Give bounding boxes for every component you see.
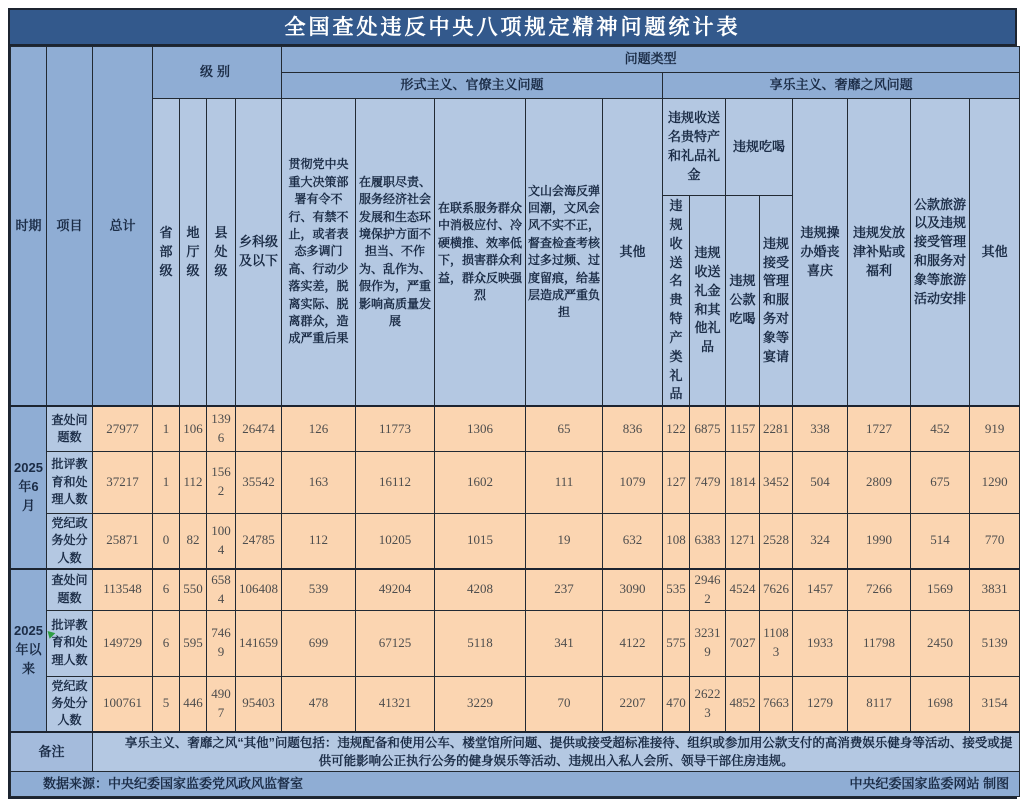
header-gifts-group: 违规收送名贵特产和礼品礼金 (663, 99, 726, 196)
value-cell: 699 (282, 610, 356, 676)
value-cell: 3452 (760, 451, 793, 513)
value-cell: 1562 (207, 451, 236, 513)
value-cell: 4208 (435, 569, 526, 610)
value-cell: 535 (663, 569, 690, 610)
value-cell: 4122 (603, 610, 663, 676)
value-cell: 4524 (726, 569, 760, 610)
value-cell: 324 (793, 513, 848, 569)
value-cell: 1990 (848, 513, 911, 569)
value-cell: 1814 (726, 451, 760, 513)
item-label: 批评教育和处理人数 (47, 610, 93, 676)
value-cell: 11773 (356, 406, 435, 451)
header-formalism-group: 形式主义、官僚主义问题 (282, 73, 663, 99)
value-cell: 1157 (726, 406, 760, 451)
statistics-sheet (8, 8, 1017, 799)
value-cell: 67125 (356, 610, 435, 676)
value-cell: 446 (180, 676, 207, 732)
header-wedding: 违规操办婚丧喜庆 (793, 99, 848, 407)
header-formalism-col-3: 在联系服务群众中消极应付、冷硬横推、效率低下，损害群众利益，群众反映强烈 (435, 99, 526, 407)
header-formalism-col-1: 贯彻党中央重大决策部署有令不行、有禁不止，或者表态多调门高、行动少落实差，脱离实际、脱离群众，造成严重后果 (282, 99, 356, 407)
value-cell: 26223 (690, 676, 726, 732)
value-cell: 126 (282, 406, 356, 451)
value-cell: 113548 (93, 569, 153, 610)
header-level-group: 级别 (153, 47, 282, 99)
value-cell: 7663 (760, 676, 793, 732)
remark-label: 备注 (11, 732, 93, 772)
value-cell: 4852 (726, 676, 760, 732)
value-cell: 5118 (435, 610, 526, 676)
value-cell: 1933 (793, 610, 848, 676)
value-cell: 1698 (911, 676, 970, 732)
value-cell: 112 (282, 513, 356, 569)
value-cell: 6 (153, 569, 180, 610)
value-cell: 1727 (848, 406, 911, 451)
value-cell: 7469 (207, 610, 236, 676)
header-gifts-col-2: 违规收送礼金和其他礼品 (690, 196, 726, 407)
value-cell: 1 (153, 406, 180, 451)
value-cell: 1004 (207, 513, 236, 569)
value-cell: 1 (153, 451, 180, 513)
value-cell: 6 (153, 610, 180, 676)
value-cell: 2809 (848, 451, 911, 513)
value-cell: 1306 (435, 406, 526, 451)
value-cell: 108 (663, 513, 690, 569)
value-cell: 2281 (760, 406, 793, 451)
page-title: 全国查处违反中央八项规定精神问题统计表 (10, 10, 1015, 46)
value-cell: 127 (663, 451, 690, 513)
value-cell: 141659 (236, 610, 282, 676)
value-cell: 111 (526, 451, 603, 513)
value-cell: 27977 (93, 406, 153, 451)
value-cell: 1271 (726, 513, 760, 569)
value-cell: 575 (663, 610, 690, 676)
header-level-prefecture: 地厅级 (180, 99, 207, 407)
value-cell: 35542 (236, 451, 282, 513)
value-cell: 70 (526, 676, 603, 732)
value-cell: 19 (526, 513, 603, 569)
value-cell: 29462 (690, 569, 726, 610)
value-cell: 836 (603, 406, 663, 451)
value-cell: 7626 (760, 569, 793, 610)
item-label: 查处问题数 (47, 569, 93, 610)
value-cell: 550 (180, 569, 207, 610)
value-cell: 5139 (970, 610, 1020, 676)
value-cell: 7266 (848, 569, 911, 610)
data-source-label: 数据来源：中央纪委国家监委党风政风监督室 (43, 775, 304, 791)
value-cell: 338 (793, 406, 848, 451)
value-cell: 3090 (603, 569, 663, 610)
value-cell: 1457 (793, 569, 848, 610)
value-cell: 632 (603, 513, 663, 569)
header-level-county: 县处级 (207, 99, 236, 407)
value-cell: 4907 (207, 676, 236, 732)
value-cell: 11798 (848, 610, 911, 676)
value-cell: 65 (526, 406, 603, 451)
value-cell: 1079 (603, 451, 663, 513)
header-dining-group: 违规吃喝 (726, 99, 793, 196)
period-label: 2025年6月 (11, 406, 47, 569)
value-cell: 82 (180, 513, 207, 569)
header-dining-col-2: 违规接受管理和服务对象等宴请 (760, 196, 793, 407)
item-label: 批评教育和处理人数 (47, 451, 93, 513)
header-allowance: 违规发放津补贴或福利 (848, 99, 911, 407)
value-cell: 514 (911, 513, 970, 569)
header-dining-col-1: 违规公款吃喝 (726, 196, 760, 407)
value-cell: 106408 (236, 569, 282, 610)
header-period: 时期 (11, 47, 47, 407)
item-label: 党纪政务处分人数 (47, 676, 93, 732)
header-level-province: 省部级 (153, 99, 180, 407)
value-cell: 2450 (911, 610, 970, 676)
header-total: 总计 (93, 47, 153, 407)
value-cell: 6383 (690, 513, 726, 569)
header-travel: 公款旅游以及违规接受管理和服务对象等旅游活动安排 (911, 99, 970, 407)
value-cell: 919 (970, 406, 1020, 451)
item-label: 查处问题数 (47, 406, 93, 451)
value-cell: 5 (153, 676, 180, 732)
header-hedonism-other: 其他 (970, 99, 1020, 407)
header-formalism-other: 其他 (603, 99, 663, 407)
value-cell: 478 (282, 676, 356, 732)
value-cell: 24785 (236, 513, 282, 569)
value-cell: 49204 (356, 569, 435, 610)
statistics-table (10, 46, 1020, 797)
value-cell: 122 (663, 406, 690, 451)
value-cell: 3154 (970, 676, 1020, 732)
value-cell: 100761 (93, 676, 153, 732)
value-cell: 1290 (970, 451, 1020, 513)
value-cell: 1015 (435, 513, 526, 569)
value-cell: 3831 (970, 569, 1020, 610)
credit-label: 中央纪委国家监委网站 制图 (849, 775, 1010, 791)
value-cell: 470 (663, 676, 690, 732)
header-level-township: 乡科级及以下 (236, 99, 282, 407)
value-cell: 2207 (603, 676, 663, 732)
value-cell: 6875 (690, 406, 726, 451)
header-problem-group: 问题类型 (282, 47, 1020, 73)
value-cell: 7027 (726, 610, 760, 676)
value-cell: 95403 (236, 676, 282, 732)
footer-bar (11, 772, 1020, 797)
value-cell: 16112 (356, 451, 435, 513)
header-gifts-col-1: 违规收送名贵特产类礼品 (663, 196, 690, 407)
header-formalism-col-4: 文山会海反弹回潮，文风会风不实不正，督查检查考核过多过频、过度留痕，给基层造成严重负担 (526, 99, 603, 407)
item-label: 党纪政务处分人数 (47, 513, 93, 569)
value-cell: 237 (526, 569, 603, 610)
value-cell: 149729 (93, 610, 153, 676)
value-cell: 37217 (93, 451, 153, 513)
value-cell: 32319 (690, 610, 726, 676)
value-cell: 11083 (760, 610, 793, 676)
remark-text: 享乐主义、奢靡之风“其他”问题包括：违规配备和使用公车、楼堂馆所问题、提供或接受超标准接待、组织或参加用公款支付的高消费娱乐健身等活动、接受或提供可能影响公正执行公务的健身娱乐等活动、违规出入私人会所、领导干部住房违规。 (93, 732, 1020, 772)
value-cell: 675 (911, 451, 970, 513)
value-cell: 3229 (435, 676, 526, 732)
value-cell: 7479 (690, 451, 726, 513)
value-cell: 0 (153, 513, 180, 569)
value-cell: 595 (180, 610, 207, 676)
value-cell: 1602 (435, 451, 526, 513)
header-item: 项目 (47, 47, 93, 407)
value-cell: 1569 (911, 569, 970, 610)
value-cell: 112 (180, 451, 207, 513)
value-cell: 1396 (207, 406, 236, 451)
value-cell: 539 (282, 569, 356, 610)
value-cell: 41321 (356, 676, 435, 732)
value-cell: 452 (911, 406, 970, 451)
value-cell: 341 (526, 610, 603, 676)
header-hedonism-group: 享乐主义、奢靡之风问题 (663, 73, 1020, 99)
header-formalism-col-2: 在履职尽责、服务经济社会发展和生态环境保护方面不担当、不作为、乱作为、假作为，严重影响高质量发展 (356, 99, 435, 407)
value-cell: 770 (970, 513, 1020, 569)
value-cell: 6584 (207, 569, 236, 610)
value-cell: 25871 (93, 513, 153, 569)
value-cell: 106 (180, 406, 207, 451)
value-cell: 10205 (356, 513, 435, 569)
value-cell: 26474 (236, 406, 282, 451)
value-cell: 8117 (848, 676, 911, 732)
period-label: 2025年以来 (11, 569, 47, 732)
value-cell: 504 (793, 451, 848, 513)
value-cell: 2528 (760, 513, 793, 569)
value-cell: 163 (282, 451, 356, 513)
value-cell: 1279 (793, 676, 848, 732)
